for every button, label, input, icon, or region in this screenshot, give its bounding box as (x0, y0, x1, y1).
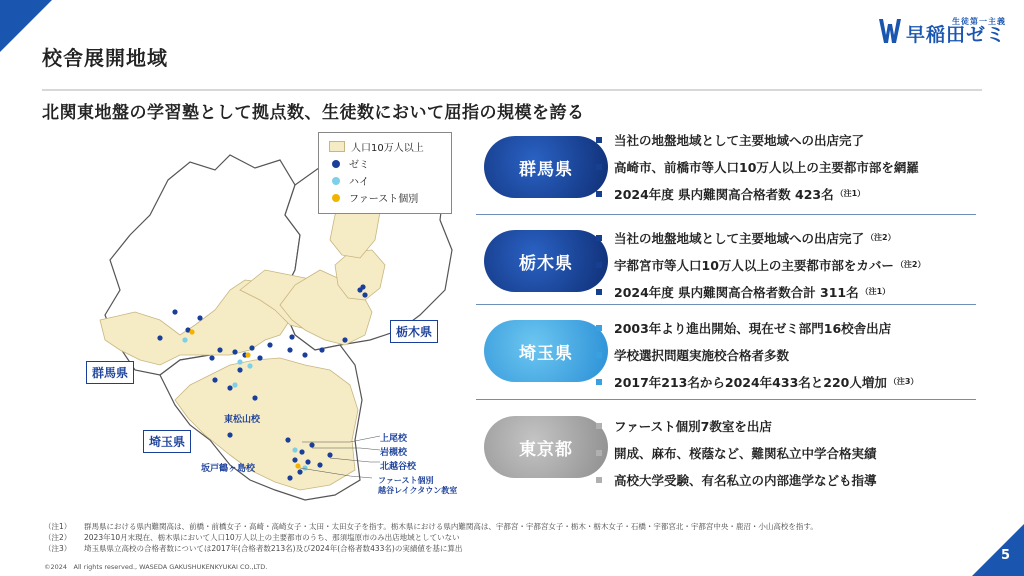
region-row-tokyo (476, 412, 976, 498)
legend-item-population: 人口10万人以上 (319, 138, 451, 155)
bullet-item: 当社の地盤地域として主要地域への出店完了 (596, 126, 976, 153)
title-divider (42, 89, 982, 91)
bullet-item: 高崎市、前橋市等人口10万人以上の主要都市部を網羅 (596, 153, 976, 180)
zemi-dot-icon (332, 160, 340, 168)
region-row-saitama (476, 314, 976, 400)
footnote: （注1） 群馬県における県内難関高は、前橋・前橋女子・高崎・高崎女子・太田・太田女子を指す。栃木県における県内難関高は、宇都宮・宇都宮女子・栃木・栃木女子・石橋・宇都宮北・宇都宮中央・鹿沼・小山高校を指す。 (44, 522, 818, 531)
corner-decoration-bottom-right (972, 524, 1024, 576)
company-logo (878, 14, 1006, 48)
map-legend (318, 132, 452, 214)
bullet-item: 2017年213名から2024年433名と220人増加 （注3） (596, 368, 976, 395)
bullet-item: 宇都宮市等人口10万人以上の主要都市部をカバー （注2） (596, 251, 976, 278)
region-badge-tochigi: 栃木県 (484, 230, 608, 292)
region-bullets-tochigi (596, 224, 976, 305)
bullet-item: 当社の地盤地域として主要地域への出店完了 （注2） (596, 224, 976, 251)
region-badge-tokyo: 東京都 (484, 416, 608, 478)
label-tochigi: 栃木県 (390, 320, 438, 343)
region-separator (476, 304, 976, 305)
footnote: （注3） 埼玉県県立高校の合格者数については2017年(合格者数213名)及び2024年(合格者数433名)の実績値を基に算出 (44, 544, 463, 553)
footnotes (44, 521, 818, 554)
region-row-tochigi (476, 224, 976, 310)
square-bullet-icon (596, 191, 602, 197)
bullet-item: 2003年より進出開始、現在ゼミ部門16校舎出店 (596, 314, 976, 341)
square-bullet-icon (596, 325, 602, 331)
page-subtitle: 北関東地盤の学習塾として拠点数、生徒数において屈指の規模を誇る (42, 103, 585, 123)
region-badge-saitama: 埼玉県 (484, 320, 608, 382)
logo-name: 早稲田ゼミ (905, 23, 1006, 46)
square-bullet-icon (596, 423, 602, 429)
square-bullet-icon (596, 477, 602, 483)
region-badge-gunma: 群馬県 (484, 136, 608, 198)
bullet-item: ファースト個別7教室を出店 (596, 412, 976, 439)
label-kitakoshigaya: 北越谷校 (380, 462, 417, 472)
logo-w-icon (878, 16, 902, 46)
square-bullet-icon (596, 450, 602, 456)
legend-item-hai: ハイ (319, 172, 451, 189)
label-higashimatsuyama: 東松山校 (224, 415, 261, 425)
square-bullet-icon (596, 137, 602, 143)
bullet-item: 高校大学受験、有名私立の内部進学なども指導 (596, 466, 976, 493)
region-separator (476, 399, 976, 400)
bullet-item: 開成、麻布、桜蔭など、難関私立中学合格実績 (596, 439, 976, 466)
legend-item-first: ファースト個別 (319, 189, 451, 206)
label-first-koshigaya: ファースト個別 越谷レイクタウン教室 (378, 476, 458, 495)
square-bullet-icon (596, 235, 602, 241)
hai-dot-icon (332, 177, 340, 185)
label-sakado: 坂戸鶴ヶ島校 (201, 464, 256, 474)
square-bullet-icon (596, 352, 602, 358)
page-title: 校舎展開地域 (42, 46, 168, 70)
square-bullet-icon (596, 379, 602, 385)
square-bullet-icon (596, 164, 602, 170)
first-dot-icon (332, 194, 340, 202)
footnote: （注2） 2023年10月末現在、栃木県において人口10万人以上の主要都市のうち、那須塩原市のみ出店地域としていない (44, 533, 460, 542)
bullet-item: 2024年度 県内難関高合格者数合計 311名 （注1） (596, 278, 976, 305)
region-bullets-tokyo (596, 412, 976, 493)
square-bullet-icon (596, 262, 602, 268)
region-separator (476, 214, 976, 215)
label-gunma: 群馬県 (86, 361, 134, 384)
region-row-gunma (476, 126, 976, 212)
region-bullets-gunma (596, 126, 976, 207)
logo-tagline: 生徒第一主義 (952, 16, 1006, 26)
legend-item-zemi: ゼミ (319, 155, 451, 172)
page-number: 5 (1000, 548, 1010, 563)
copyright: ©2024 All rights reserved., WASEDA GAKUSHUKENKYUKAI CO.,LTD. (44, 563, 268, 571)
label-saitama: 埼玉県 (143, 430, 191, 453)
label-iwatsuki: 岩槻校 (380, 448, 408, 458)
square-bullet-icon (596, 289, 602, 295)
bullet-item: 学校選択問題実施校合格者多数 (596, 341, 976, 368)
label-ageo: 上尾校 (380, 434, 408, 444)
bullet-item: 2024年度 県内難関高合格者数 423名 （注1） (596, 180, 976, 207)
region-bullets-saitama (596, 314, 976, 395)
population-area-swatch (329, 141, 345, 152)
